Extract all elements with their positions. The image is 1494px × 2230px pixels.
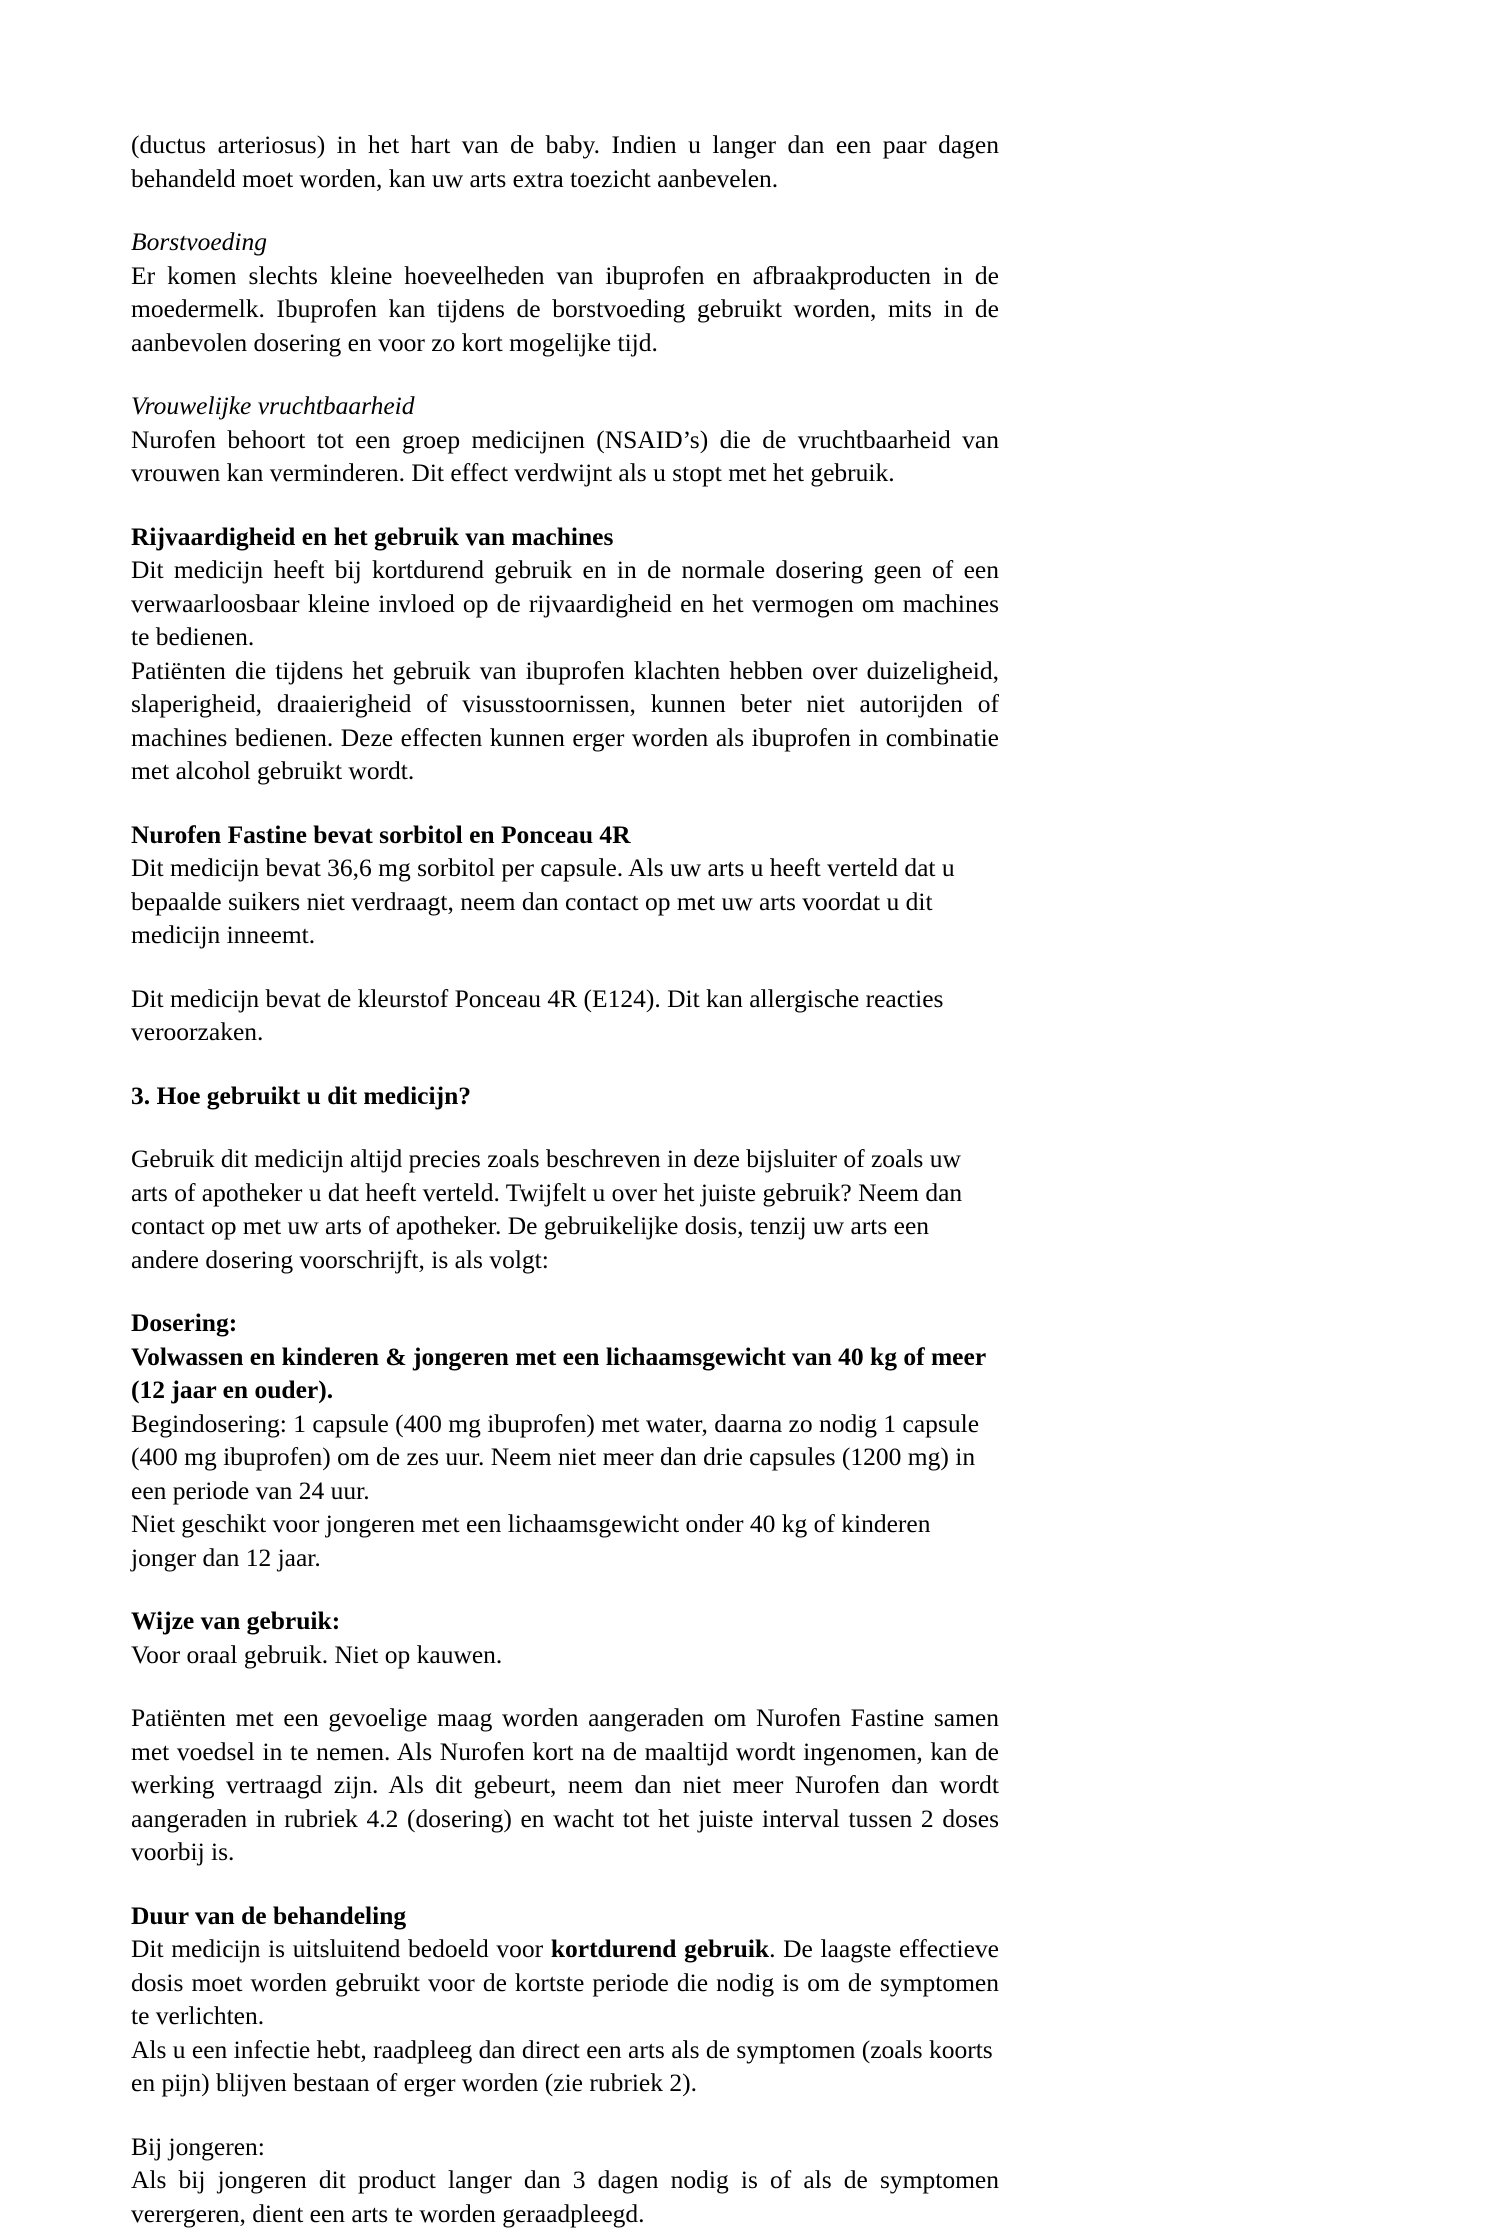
paragraph-bij-jongeren-body: Als bij jongeren dit product langer dan 3 dagen nodig is of als de symptomen verergeren, dient een arts te worden geraadpleegd. [131,2165,999,2228]
spacer [131,1574,999,1604]
paragraph-niet-geschikt: Niet geschikt voor jongeren met een lichaamsgewicht onder 40 kg of kinderen jonger dan 12 jaar. [131,1509,931,1572]
paragraph-sorbitol: Dit medicijn bevat 36,6 mg sorbitol per capsule. Als uw arts u heeft verteld dat u bepaalde suikers niet verdraagt, neem dan contact op met uw arts voordat u dit medicijn inneemt. [131,853,955,949]
heading-rijvaardigheid-machines: Rijvaardigheid en het gebruik van machines [131,521,614,551]
paragraph-gevoelige-maag: Patiënten met een gevoelige maag worden aangeraden om Nurofen Fastine samen met voedsel in te nemen. Als Nurofen kort na de maaltijd wordt ingenomen, kan de werking vertraagd zijn. Als dit gebeurt, neem dan niet meer Nurofen dan wordt aangeraden in rubriek 4.2 (dosering) en wacht tot het juiste interval tussen 2 doses voorbij is. [131,1703,999,1866]
heading-borstvoeding: Borstvoeding [131,227,267,256]
paragraph-begindosering: Begindosering: 1 capsule (400 mg ibuprofen) met water, daarna zo nodig 1 capsule (400 mg ibuprofen) om de zes uur. Neem niet meer dan drie capsules (1200 mg) in een periode van 24 uur. [131,1408,980,1505]
spacer [131,195,999,225]
spacer [131,2100,999,2130]
heading-section-3: 3. Hoe gebruikt u dit medicijn? [131,1080,472,1110]
spacer [131,952,999,982]
heading-dosering: Dosering: [131,1308,238,1337]
paragraph-rijvaardigheid-invloed: Dit medicijn heeft bij kortdurend gebruik en in de normale dosering geen of een verwaarloosbaar kleine invloed op de rijvaardigheid en het vermogen om machines te bedienen. [131,555,999,651]
heading-wijze-van-gebruik: Wijze van gebruik: [131,1606,341,1635]
paragraph-rijvaardigheid-klachten: Patiënten die tijdens het gebruik van ibuprofen klachten hebben over duizeligheid, slaperigheid, draaierigheid of visusstoornissen, kunnen beter niet autorijden of machines bedienen. Deze effecten kunnen erger worden als ibuprofen in combinatie met alcohol gebruikt wordt. [131,655,999,785]
heading-dosering-volwassen: Volwassen en kinderen & jongeren met een lichaamsgewicht van 40 kg of meer (12 jaar en ouder). [131,1341,986,1404]
paragraph-ductus-arteriosus: (ductus arteriosus) in het hart van de baby. Indien u langer dan een paar dagen behandeld moet worden, kan uw arts extra toezicht aanbevelen. [131,130,999,193]
paragraph-borstvoeding: Er komen slechts kleine hoeveelheden van ibuprofen en afbraakproducten in de moedermelk. Ibuprofen kan tijdens de borstvoeding gebruikt worden, mits in de aanbevolen dosering en voor zo kort mogelijke tijd. [131,260,999,357]
heading-duur-behandeling: Duur van de behandeling [131,1900,407,1930]
spacer [131,1049,999,1079]
paragraph-bij-jongeren-label: Bij jongeren: [131,2131,265,2161]
spacer [131,788,999,818]
paragraph-ponceau-kleurstof: Dit medicijn bevat de kleurstof Ponceau 4R (E124). Dit kan allergische reacties veroorzaken. [131,983,944,1046]
emphasis-bold: kortdurend gebruik [550,1934,770,1963]
spacer [131,1671,999,1701]
spacer [131,490,999,520]
paragraph-infectie: Als u een infectie hebt, raadpleeg dan direct een arts als de symptomen (zoals koorts en pijn) blijven bestaan of erger worden (zie rubriek 2). [131,2034,993,2097]
heading-vrouwelijke-vruchtbaarheid: Vrouwelijke vruchtbaarheid [131,391,415,420]
spacer [131,1276,999,1306]
heading-sorbitol-ponceau: Nurofen Fastine bevat sorbitol en Ponceau 4R [131,819,631,849]
spacer [131,1869,999,1899]
paragraph-oraal-gebruik: Voor oraal gebruik. Niet op kauwen. [131,1639,503,1669]
paragraph-vrouwelijke-vruchtbaarheid: Nurofen behoort tot een groep medicijnen (NSAID’s) die de vruchtbaarheid van vrouwen kan verminderen. Dit effect verdwijnt als u stopt met het gebruik. [131,424,999,487]
spacer [131,1112,999,1142]
spacer [131,359,999,389]
paragraph-gebruik-intro: Gebruik dit medicijn altijd precies zoals beschreven in deze bijsluiter of zoals uw arts of apotheker u dat heeft verteld. Twijfelt u over het juiste gebruik? Neem dan contact op met uw arts of apotheker. De gebruikelijke dosis, tenzij uw arts een andere dosering voorschrijft, is als volgt: [131,1144,963,1274]
document-body [131,128,999,2230]
paragraph-kortdurend-gebruik: Dit medicijn is uitsluitend bedoeld voor kortdurend gebruik. De laagste effectieve dosis moet worden gebruikt voor de kortste periode die nodig is om de symptomen te verlichten. [131,1934,999,2030]
